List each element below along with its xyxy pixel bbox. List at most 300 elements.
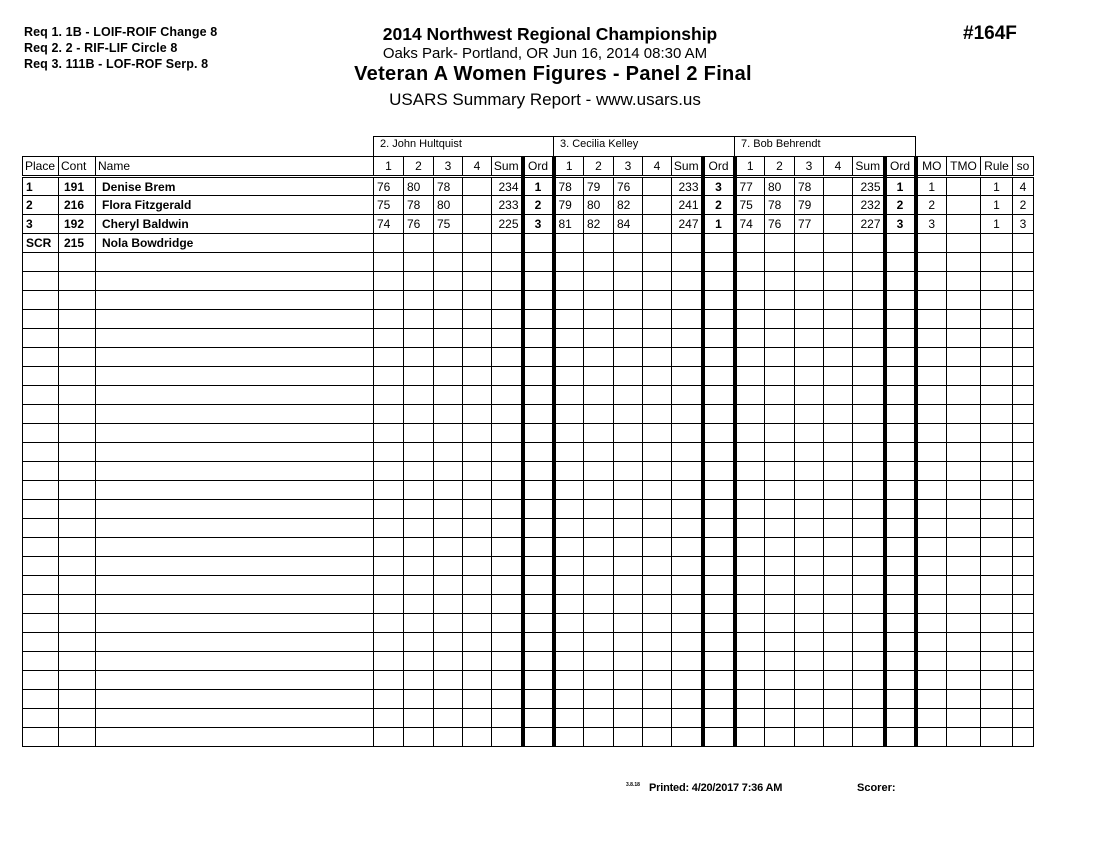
judge1-ordinal: 1 [523,177,554,196]
judge1-figure3-score: 78 [434,177,463,196]
empty-table-row [23,253,1034,272]
judge3-figure1-score [735,443,765,462]
judge3-figure4-score [824,690,853,709]
judge2-figure1-score [554,386,584,405]
judge1-figure3-score [434,386,463,405]
rule-cell [981,348,1013,367]
judge1-figure2-score [404,595,434,614]
championship-title: 2014 Northwest Regional Championship [382,24,718,44]
judge3-figure1-score [735,386,765,405]
judge1-figure2-score [404,310,434,329]
judge3-figure1-score [735,500,765,519]
skater-name-cell [96,310,374,329]
judge1-ordinal: 2 [523,196,554,215]
cont-cell [59,253,96,272]
judge3-figure4-score [824,595,853,614]
judge2-figure3-score [614,310,643,329]
judge1-figure4-score [463,177,492,196]
skater-name-cell [96,253,374,272]
judge1-figure3-score [434,614,463,633]
judge2-figure1-score [554,652,584,671]
empty-table-row [23,348,1034,367]
judge1-figure4-score [463,500,492,519]
judge1-figure1-score [374,234,404,253]
so-cell [1013,538,1034,557]
judge3-figure4-score [824,215,853,234]
judge1-sum [492,500,523,519]
skater-name-cell [96,557,374,576]
judge2-figure3-score [614,386,643,405]
so-cell [1013,519,1034,538]
judge3-sum [853,633,885,652]
cont-cell [59,614,96,633]
judge3-figure1-score [735,671,765,690]
cont-cell [59,709,96,728]
judge2-figure1-score [554,728,584,747]
judge3-figure2-score [765,462,795,481]
tmo-cell [947,177,981,196]
judge3-figure1-score: 77 [735,177,765,196]
judge1-sum [492,519,523,538]
judge3-figure1-score [735,595,765,614]
judge3-ordinal [885,728,916,747]
judge3-figure1-score [735,614,765,633]
judge2-figure1-score [554,614,584,633]
tmo-cell [947,690,981,709]
judge1-sum [492,462,523,481]
judge2-ordinal [703,424,735,443]
judge2-figure1-score [554,329,584,348]
tmo-cell [947,348,981,367]
judge2-figure4-score [643,196,672,215]
cont-cell: 215 [59,234,96,253]
tmo-cell [947,329,981,348]
judge3-figure2-score [765,443,795,462]
judge2-figure1-score [554,519,584,538]
judge1-figure1-score [374,557,404,576]
judge3-sum [853,576,885,595]
judge2-figure4-score [643,481,672,500]
judge1-figure2-score [404,690,434,709]
judge3-figure4-score [824,253,853,272]
judge3-sum: 235 [853,177,885,196]
judge2-figure1-score [554,595,584,614]
so-cell [1013,671,1034,690]
judge1-figure1-score [374,253,404,272]
header-j1-sum: Sum [492,157,523,177]
judge3-figure1-score [735,424,765,443]
skater-name-cell [96,329,374,348]
judge1-figure3-score [434,253,463,272]
judge2-figure4-score [643,633,672,652]
judge2-figure4-score [643,329,672,348]
so-cell [1013,367,1034,386]
judge1-figure1-score [374,424,404,443]
so-cell [1013,652,1034,671]
judge2-figure2-score [584,424,614,443]
judge3-ordinal [885,690,916,709]
judge3-figure4-score [824,443,853,462]
mo-cell [916,633,947,652]
judge1-figure2-score: 76 [404,215,434,234]
skater-name-cell [96,671,374,690]
judge3-ordinal [885,310,916,329]
judge2-figure2-score: 82 [584,215,614,234]
judge3-sum [853,728,885,747]
judge2-figure2-score [584,462,614,481]
header-j1-fig2: 2 [404,157,434,177]
cont-cell [59,595,96,614]
skater-name-cell [96,443,374,462]
skater-name-cell: Denise Brem [96,177,374,196]
so-cell: 4 [1013,177,1034,196]
empty-table-row [23,557,1034,576]
judge1-sum [492,633,523,652]
judge2-figure3-score [614,462,643,481]
judge3-figure1-score [735,291,765,310]
rule-cell [981,386,1013,405]
judge3-sum [853,329,885,348]
judge1-sum [492,652,523,671]
judge1-figure4-score [463,310,492,329]
place-cell: 2 [23,196,59,215]
rule-cell [981,728,1013,747]
judge3-figure4-score [824,709,853,728]
judge3-sum: 227 [853,215,885,234]
rule-cell [981,424,1013,443]
judge2-figure1-score [554,462,584,481]
judge1-figure4-score [463,215,492,234]
judge1-figure1-score [374,443,404,462]
mo-cell [916,253,947,272]
judge1-figure3-score [434,671,463,690]
judge2-ordinal: 1 [703,215,735,234]
judge1-figure2-score [404,481,434,500]
header-j1-fig1: 1 [374,157,404,177]
judge2-figure1-score [554,272,584,291]
so-cell [1013,709,1034,728]
mo-cell [916,652,947,671]
judge3-figure2-score: 76 [765,215,795,234]
judge3-figure3-score [795,633,824,652]
so-cell [1013,728,1034,747]
judge3-figure2-score [765,234,795,253]
header-j1-fig4: 4 [463,157,492,177]
event-number: #164F [963,23,1017,44]
judge3-figure1-score [735,348,765,367]
judge3-sum: 232 [853,196,885,215]
header-j3-fig4: 4 [824,157,853,177]
place-cell [23,386,59,405]
judge3-figure3-score [795,481,824,500]
judge3-ordinal [885,614,916,633]
judge2-figure3-score [614,234,643,253]
judge3-sum [853,424,885,443]
judge3-sum [853,462,885,481]
judge3-figure3-score [795,576,824,595]
judge2-figure1-score [554,671,584,690]
judge2-sum [672,538,703,557]
judge3-figure2-score [765,690,795,709]
judge2-figure3-score [614,538,643,557]
tmo-cell [947,671,981,690]
place-cell: 1 [23,177,59,196]
judge1-figure1-score: 76 [374,177,404,196]
judge2-figure4-score [643,690,672,709]
mo-cell [916,329,947,348]
judge3-figure1-score [735,576,765,595]
judge1-figure3-score [434,557,463,576]
judge2-figure2-score [584,329,614,348]
event-title: Veteran A Women Figures - Panel 2 Final [354,63,752,85]
judge1-ordinal [523,709,554,728]
judge3-figure3-score [795,443,824,462]
judge1-figure1-score: 75 [374,196,404,215]
place-cell [23,291,59,310]
judge1-sum [492,614,523,633]
judge2-sum [672,481,703,500]
judge2-sum [672,614,703,633]
judge2-ordinal [703,291,735,310]
cont-cell [59,519,96,538]
judge3-sum [853,519,885,538]
judge3-figure2-score [765,633,795,652]
so-cell [1013,424,1034,443]
judge1-figure4-score [463,481,492,500]
judge3-figure4-score [824,196,853,215]
judge1-sum [492,291,523,310]
empty-table-row [23,595,1034,614]
judge2-sum [672,443,703,462]
judge2-sum [672,234,703,253]
judge2-figure1-score [554,538,584,557]
judge3-sum [853,709,885,728]
judge3-ordinal [885,500,916,519]
cont-cell [59,310,96,329]
tmo-cell [947,443,981,462]
rule-cell [981,538,1013,557]
cont-cell [59,462,96,481]
judge2-ordinal [703,728,735,747]
judge1-figure2-score [404,614,434,633]
judge3-sum [853,557,885,576]
judge1-sum [492,405,523,424]
judge3-ordinal [885,405,916,424]
judge1-sum [492,234,523,253]
judge2-figure2-score [584,614,614,633]
mo-cell [916,367,947,386]
judge3-ordinal [885,291,916,310]
judge2-ordinal [703,576,735,595]
judge1-figure2-score [404,500,434,519]
judge3-sum [853,443,885,462]
mo-cell: 3 [916,215,947,234]
skater-name-cell: Flora Fitzgerald [96,196,374,215]
tmo-cell [947,595,981,614]
place-cell: SCR [23,234,59,253]
judge1-figure4-score [463,728,492,747]
judge2-figure1-score [554,576,584,595]
judge3-figure2-score [765,405,795,424]
judge2-sum [672,690,703,709]
empty-table-row [23,709,1034,728]
judge1-ordinal [523,728,554,747]
skater-name-cell: Cheryl Baldwin [96,215,374,234]
judge2-figure3-score [614,595,643,614]
judge3-ordinal [885,481,916,500]
judge1-figure1-score [374,614,404,633]
judge3-figure1-score [735,481,765,500]
judge2-figure2-score [584,348,614,367]
judge2-figure4-score [643,595,672,614]
tmo-cell [947,614,981,633]
judge1-sum [492,272,523,291]
place-cell [23,405,59,424]
judge3-figure3-score [795,253,824,272]
judge3-figure3-score [795,310,824,329]
judge1-figure1-score [374,481,404,500]
judge3-figure1-score [735,709,765,728]
so-cell [1013,386,1034,405]
cont-cell [59,272,96,291]
cont-cell [59,557,96,576]
judge2-figure1-score [554,424,584,443]
judge1-figure1-score [374,671,404,690]
judge1-ordinal [523,690,554,709]
rule-cell [981,614,1013,633]
judge1-figure1-score [374,272,404,291]
judge3-figure2-score [765,424,795,443]
so-cell [1013,329,1034,348]
tmo-cell [947,481,981,500]
judge2-sum [672,367,703,386]
judge2-figure3-score [614,709,643,728]
judge3-figure3-score [795,405,824,424]
judge2-sum [672,405,703,424]
judge3-figure3-score [795,557,824,576]
tmo-cell [947,367,981,386]
judge1-figure2-score [404,253,434,272]
judge2-figure1-score [554,709,584,728]
mo-cell [916,481,947,500]
cont-cell [59,367,96,386]
empty-table-row [23,291,1034,310]
judge2-figure2-score [584,709,614,728]
judge2-figure4-score [643,709,672,728]
judge2-figure2-score [584,519,614,538]
requirement-3: Req 3. 111B - LOF-ROF Serp. 8 [24,57,209,71]
judge2-figure4-score [643,310,672,329]
judge1-figure4-score [463,557,492,576]
judge1-figure2-score [404,709,434,728]
judge2-sum [672,310,703,329]
judge1-figure3-score [434,595,463,614]
judge2-figure3-score [614,614,643,633]
requirement-1: Req 1. 1B - LOIF-ROIF Change 8 [24,25,218,39]
tmo-cell [947,500,981,519]
judge1-figure3-score [434,728,463,747]
rule-cell [981,633,1013,652]
judge1-sum [492,481,523,500]
judge3-figure3-score [795,538,824,557]
judge3-ordinal [885,253,916,272]
judge2-sum [672,329,703,348]
judge1-figure3-score [434,481,463,500]
judge2-figure3-score [614,500,643,519]
judge3-figure4-score [824,386,853,405]
so-cell [1013,576,1034,595]
judge2-ordinal [703,500,735,519]
judge1-figure2-score [404,329,434,348]
judge1-figure3-score [434,462,463,481]
so-cell [1013,595,1034,614]
judge3-figure4-score [824,177,853,196]
scorer-label: Scorer: [857,782,896,794]
mo-cell [916,424,947,443]
judge1-figure3-score [434,405,463,424]
judge2-figure2-score [584,652,614,671]
judge1-ordinal [523,310,554,329]
judge1-ordinal [523,538,554,557]
empty-table-row [23,690,1034,709]
skater-name-cell [96,405,374,424]
rule-cell [981,709,1013,728]
judge1-sum [492,367,523,386]
header-cont: Cont [59,157,96,177]
judge3-figure3-score [795,728,824,747]
judge2-ordinal [703,690,735,709]
cont-cell [59,405,96,424]
judge1-figure2-score [404,557,434,576]
judge1-figure3-score: 80 [434,196,463,215]
judge3-ordinal [885,386,916,405]
judge3-figure3-score [795,671,824,690]
judge1-figure3-score [434,348,463,367]
judge3-figure4-score [824,348,853,367]
judge3-figure2-score [765,348,795,367]
mo-cell [916,557,947,576]
rule-cell: 1 [981,177,1013,196]
judge1-ordinal [523,557,554,576]
judge2-ordinal [703,633,735,652]
report-title: USARS Summary Report - www.usars.us [389,90,701,109]
judge1-figure4-score [463,367,492,386]
judge2-figure3-score [614,576,643,595]
cont-cell [59,443,96,462]
judge2-ordinal [703,614,735,633]
judge1-sum [492,576,523,595]
tmo-cell [947,462,981,481]
venue-datetime: Oaks Park- Portland, OR Jun 16, 2014 08:30 AM [382,45,708,62]
place-cell [23,709,59,728]
judge3-sum [853,671,885,690]
judge1-figure1-score [374,538,404,557]
judge2-figure1-score: 79 [554,196,584,215]
judge3-sum [853,652,885,671]
judge1-figure1-score [374,500,404,519]
judge1-figure2-score [404,234,434,253]
mo-cell [916,272,947,291]
place-cell [23,424,59,443]
judge3-figure2-score [765,538,795,557]
empty-table-row [23,728,1034,747]
skater-name-cell [96,614,374,633]
mo-cell [916,728,947,747]
judge3-sum [853,272,885,291]
judge3-sum [853,348,885,367]
judge2-figure1-score [554,633,584,652]
rule-cell [981,576,1013,595]
